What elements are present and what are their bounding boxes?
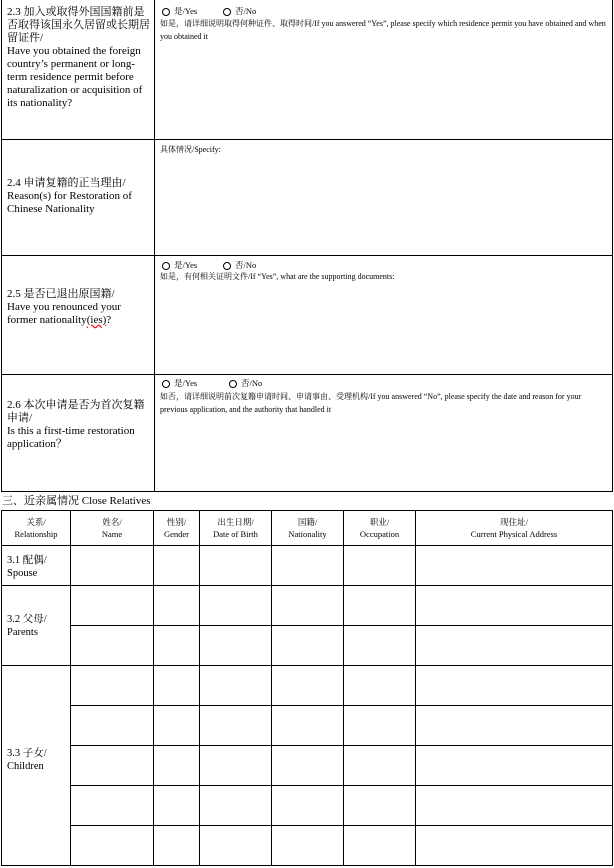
column-divider — [343, 510, 344, 866]
q26-no-label: 否/No — [241, 378, 263, 388]
column-divider — [271, 510, 272, 866]
column-divider — [153, 510, 154, 866]
section3-title: 三、近亲属情况 Close Relatives — [2, 495, 151, 507]
row-divider — [1, 665, 613, 666]
radio-icon[interactable] — [229, 380, 237, 388]
header-address: 现住址/ Current Physical Address — [470, 517, 558, 539]
row-divider — [70, 745, 613, 746]
row-divider — [1, 545, 613, 546]
q26-label-en: Is this a first-time restoration application？ — [7, 425, 135, 450]
q24-label — [7, 177, 152, 216]
row-label-children: 3.3 子女/ Children — [7, 748, 47, 772]
header-date-of-birth: 出生日期/ Date of Birth — [213, 517, 258, 539]
q23-label-en: Have you obtained the foreign country’s permanent or long-term residence permit before naturalization or acquisition of its nationality? — [7, 45, 143, 109]
row-divider — [70, 625, 613, 626]
q25-yes-label: 是/Yes — [174, 260, 198, 270]
q25-label-en-ies: (ies) — [86, 314, 107, 326]
q24-label-en: Reason(s) for Restoration of Chinese Nationality — [7, 190, 132, 215]
row-divider — [1, 585, 613, 586]
radio-icon[interactable] — [162, 8, 170, 16]
q26-label-cn: 2.6 本次申请是否为首次复籍申请/ — [7, 399, 145, 424]
q26-note: 如否，请详细说明前次复籍申请时间、申请事由、受理机构/If you answered “No”, please specify the date and reason for your previous application, and the authority that handled it — [160, 392, 582, 414]
row-divider — [1, 374, 613, 375]
q25-label-en-q: ? — [106, 314, 112, 326]
border-right — [612, 0, 613, 491]
q25-yes-option[interactable] — [162, 260, 197, 270]
q23-no-option[interactable] — [223, 6, 256, 16]
q26-label — [7, 399, 152, 451]
row-label-spouse: 3.1 配偶/ Spouse — [7, 555, 47, 579]
header-relationship: 关系/ Relationship — [14, 517, 58, 539]
q26-no-option[interactable] — [229, 378, 262, 388]
border-left — [1, 510, 2, 866]
row-divider — [1, 491, 613, 492]
radio-icon[interactable] — [223, 8, 231, 16]
q23-label — [7, 6, 152, 110]
border-left — [1, 0, 2, 491]
row-divider — [70, 705, 613, 706]
q25-note: 如是，有何相关证明文件/If “Yes”, what are the supporting documents: — [160, 272, 395, 281]
row-divider — [1, 865, 613, 866]
row-label-parents: 3.2 父母/ Parents — [7, 614, 47, 638]
header-name: 姓名/ Name — [101, 517, 123, 539]
q23-no-label: 否/No — [235, 6, 257, 16]
q26-yes-label: 是/Yes — [174, 378, 198, 388]
q25-label-en: Have you renounced your former nationality — [7, 301, 121, 326]
q23-yes-option[interactable] — [162, 6, 197, 16]
border-right — [612, 510, 613, 866]
q25-label-cn: 2.5 是否已退出原国籍/ — [7, 288, 115, 300]
row-divider — [70, 785, 613, 786]
row-divider — [1, 255, 613, 256]
q26-yes-option[interactable] — [162, 378, 197, 388]
column-divider — [199, 510, 200, 866]
column-divider — [70, 510, 71, 866]
column-divider — [415, 510, 416, 866]
q23-label-cn: 2.3 加入或取得外国国籍前是否取得该国永久居留或长期居留证件/ — [7, 6, 150, 44]
header-gender: 性别/ Gender — [163, 517, 189, 539]
column-divider — [154, 0, 155, 491]
row-divider — [1, 139, 613, 140]
radio-icon[interactable] — [223, 262, 231, 270]
header-occupation: 职业/ Occupation — [359, 517, 400, 539]
row-divider — [70, 825, 613, 826]
q24-note: 具体情况/Specify: — [160, 145, 221, 154]
header-nationality: 国籍/ Nationality — [288, 517, 327, 539]
row-divider — [1, 510, 613, 511]
q24-label-cn: 2.4 申请复籍的正当理由/ — [7, 177, 126, 189]
q23-note: 如是，请详细说明取得何种证件、取得时间/If you answered “Yes”, please specify which residence permit you have obtained and when you obtained it — [160, 19, 606, 41]
radio-icon[interactable] — [162, 380, 170, 388]
q25-no-label: 否/No — [235, 260, 257, 270]
radio-icon[interactable] — [162, 262, 170, 270]
q23-yes-label: 是/Yes — [174, 6, 198, 16]
q25-label — [7, 288, 152, 327]
q25-no-option[interactable] — [223, 260, 256, 270]
